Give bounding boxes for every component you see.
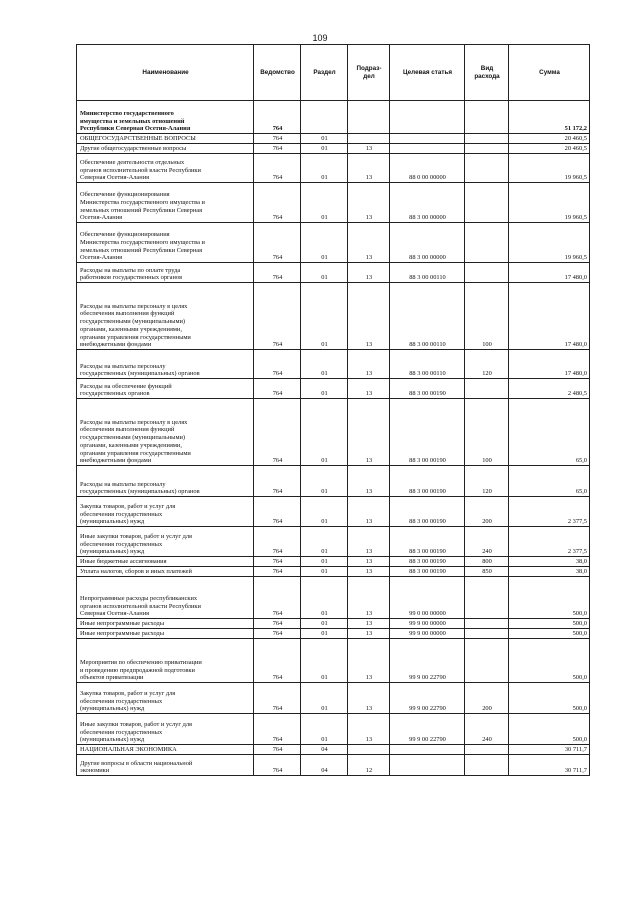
cell-exp-type (465, 144, 509, 154)
page-number: 109 (312, 33, 328, 43)
cell-target: 88 3 00 00190 (390, 399, 465, 466)
cell-subsection: 13 (348, 497, 390, 527)
header-amount: Сумма (509, 45, 590, 101)
cell-name: Обеспечение деятельности отдельных органов исполнительной власти Республики Северная Осетия-Алания (77, 154, 254, 183)
cell-section: 04 (301, 755, 348, 776)
cell-subsection: 13 (348, 223, 390, 263)
header-section: Раздел (301, 45, 348, 101)
cell-target: 88 3 00 00190 (390, 567, 465, 577)
cell-section: 01 (301, 263, 348, 283)
cell-amount: 38,0 (509, 567, 590, 577)
cell-section: 01 (301, 283, 348, 350)
cell-section: 01 (301, 350, 348, 379)
table-row (77, 557, 590, 567)
cell-subsection: 13 (348, 283, 390, 350)
cell-target: 88 0 00 00000 (390, 154, 465, 183)
cell-subsection: 13 (348, 144, 390, 154)
cell-subsection (348, 134, 390, 144)
cell-amount: 500,0 (509, 629, 590, 639)
cell-name: Закупка товаров, работ и услуг для обеспечения государственных (муниципальных) нужд (77, 683, 254, 714)
cell-section: 01 (301, 379, 348, 399)
cell-exp-type (465, 154, 509, 183)
cell-subsection: 13 (348, 557, 390, 567)
cell-section: 01 (301, 557, 348, 567)
cell-subsection: 13 (348, 639, 390, 683)
cell-dept: 764 (254, 399, 301, 466)
cell-section: 01 (301, 639, 348, 683)
table-header-row (77, 45, 590, 101)
cell-name: Расходы на выплаты персоналу в целях обеспечения выполнения функций государственными (муниципальными) органами, казенными учреждениями, органами управления государственными внебюджетными фондами (77, 283, 254, 350)
table-row (77, 283, 590, 350)
cell-name: Расходы на выплаты по оплате труда работников государственных органов (77, 263, 254, 283)
table-row (77, 755, 590, 776)
cell-amount: 19 960,5 (509, 154, 590, 183)
table-row (77, 683, 590, 714)
cell-section (301, 101, 348, 134)
cell-name: Расходы на выплаты персоналу государственных (муниципальных) органов (77, 466, 254, 497)
cell-dept: 764 (254, 745, 301, 755)
cell-dept: 764 (254, 466, 301, 497)
cell-target: 99 9 00 22790 (390, 683, 465, 714)
cell-name: Расходы на выплаты персоналу государственных (муниципальных) органов (77, 350, 254, 379)
cell-exp-type: 850 (465, 567, 509, 577)
cell-exp-type (465, 263, 509, 283)
cell-amount: 65,0 (509, 399, 590, 466)
cell-target: 88 3 00 00190 (390, 497, 465, 527)
cell-target (390, 101, 465, 134)
table-row (77, 745, 590, 755)
cell-dept: 764 (254, 629, 301, 639)
cell-subsection: 13 (348, 629, 390, 639)
cell-amount: 19 960,5 (509, 223, 590, 263)
cell-name: Уплата налогов, сборов и иных платежей (77, 567, 254, 577)
table-row (77, 497, 590, 527)
cell-dept: 764 (254, 527, 301, 557)
cell-target: 99 0 00 00000 (390, 577, 465, 619)
cell-name: Другие вопросы в области национальной экономики (77, 755, 254, 776)
table-row (77, 619, 590, 629)
cell-section: 01 (301, 629, 348, 639)
cell-target: 88 3 00 00190 (390, 466, 465, 497)
cell-amount: 19 960,5 (509, 183, 590, 223)
cell-section: 01 (301, 683, 348, 714)
cell-exp-type: 120 (465, 350, 509, 379)
cell-name: НАЦИОНАЛЬНАЯ ЭКОНОМИКА (77, 745, 254, 755)
cell-exp-type (465, 223, 509, 263)
cell-subsection: 13 (348, 527, 390, 557)
cell-section: 01 (301, 577, 348, 619)
cell-amount: 51 172,2 (509, 101, 590, 134)
cell-subsection (348, 745, 390, 755)
cell-dept: 764 (254, 639, 301, 683)
header-exp-type: Вид расхода (465, 45, 509, 101)
cell-dept: 764 (254, 183, 301, 223)
table-row (77, 577, 590, 619)
cell-subsection: 13 (348, 567, 390, 577)
cell-dept: 764 (254, 619, 301, 629)
cell-exp-type (465, 101, 509, 134)
table-row (77, 527, 590, 557)
cell-dept: 764 (254, 683, 301, 714)
cell-subsection: 13 (348, 154, 390, 183)
cell-dept: 764 (254, 283, 301, 350)
cell-subsection: 13 (348, 466, 390, 497)
cell-dept: 764 (254, 755, 301, 776)
cell-subsection: 13 (348, 714, 390, 745)
table-row (77, 154, 590, 183)
cell-subsection: 13 (348, 577, 390, 619)
cell-amount: 500,0 (509, 714, 590, 745)
header-target: Целевая статья (390, 45, 465, 101)
table-row (77, 223, 590, 263)
table-row (77, 263, 590, 283)
cell-target: 88 3 00 00190 (390, 557, 465, 567)
cell-section: 01 (301, 567, 348, 577)
cell-subsection: 13 (348, 399, 390, 466)
cell-exp-type: 100 (465, 283, 509, 350)
table-row (77, 567, 590, 577)
cell-amount: 2 377,5 (509, 527, 590, 557)
table-row (77, 466, 590, 497)
table-row (77, 183, 590, 223)
cell-name: Иные непрограммные расходы (77, 619, 254, 629)
cell-amount: 17 480,0 (509, 283, 590, 350)
cell-amount: 65,0 (509, 466, 590, 497)
cell-dept: 764 (254, 497, 301, 527)
table-row (77, 379, 590, 399)
cell-exp-type: 240 (465, 527, 509, 557)
cell-amount: 30 711,7 (509, 755, 590, 776)
cell-name: Закупка товаров, работ и услуг для обеспечения государственных (муниципальных) нужд (77, 497, 254, 527)
cell-dept: 764 (254, 714, 301, 745)
cell-amount: 30 711,7 (509, 745, 590, 755)
header-subsection: Подраз- дел (348, 45, 390, 101)
cell-dept: 764 (254, 144, 301, 154)
cell-amount: 17 480,0 (509, 350, 590, 379)
cell-dept: 764 (254, 567, 301, 577)
cell-exp-type (465, 379, 509, 399)
cell-amount: 20 460,5 (509, 134, 590, 144)
cell-subsection (348, 101, 390, 134)
cell-name: Иные бюджетные ассигнования (77, 557, 254, 567)
cell-dept: 764 (254, 263, 301, 283)
cell-subsection: 13 (348, 350, 390, 379)
cell-dept: 764 (254, 379, 301, 399)
cell-amount: 20 460,5 (509, 144, 590, 154)
cell-exp-type (465, 629, 509, 639)
cell-section: 04 (301, 745, 348, 755)
cell-target (390, 745, 465, 755)
table-body (77, 101, 590, 776)
cell-name: Обеспечение функционирования Министерства государственного имущества и земельных отношений Республики Северная Осетия-Алания (77, 183, 254, 223)
cell-subsection: 13 (348, 263, 390, 283)
cell-target: 88 3 00 00110 (390, 283, 465, 350)
cell-exp-type (465, 183, 509, 223)
cell-exp-type (465, 755, 509, 776)
cell-dept: 764 (254, 577, 301, 619)
cell-exp-type: 800 (465, 557, 509, 567)
cell-subsection: 12 (348, 755, 390, 776)
table-row (77, 714, 590, 745)
cell-target (390, 755, 465, 776)
budget-table (76, 44, 590, 776)
table-row (77, 639, 590, 683)
cell-exp-type: 240 (465, 714, 509, 745)
cell-section: 01 (301, 154, 348, 183)
cell-name: Министерство государственного имущества и земельных отношений Республики Северная Осетия-Алания (77, 101, 254, 134)
cell-subsection: 13 (348, 183, 390, 223)
cell-amount: 2 480,5 (509, 379, 590, 399)
cell-target: 88 3 00 00190 (390, 527, 465, 557)
cell-section: 01 (301, 714, 348, 745)
cell-name: Иные непрограммные расходы (77, 629, 254, 639)
cell-target: 99 9 00 22790 (390, 714, 465, 745)
cell-amount: 500,0 (509, 619, 590, 629)
cell-section: 01 (301, 134, 348, 144)
cell-exp-type (465, 134, 509, 144)
table-row (77, 101, 590, 134)
cell-exp-type (465, 577, 509, 619)
cell-name: Иные закупки товаров, работ и услуг для обеспечения государственных (муниципальных) нужд (77, 714, 254, 745)
cell-amount: 38,0 (509, 557, 590, 567)
cell-name: Обеспечение функционирования Министерства государственного имущества и земельных отношений Республики Северная Осетия-Алания (77, 223, 254, 263)
cell-subsection: 13 (348, 379, 390, 399)
cell-target: 99 9 00 00000 (390, 629, 465, 639)
cell-subsection: 13 (348, 619, 390, 629)
cell-dept: 764 (254, 350, 301, 379)
cell-target: 88 3 00 00110 (390, 263, 465, 283)
cell-exp-type (465, 619, 509, 629)
cell-name: ОБЩЕГОСУДАРСТВЕННЫЕ ВОПРОСЫ (77, 134, 254, 144)
cell-target (390, 134, 465, 144)
cell-target (390, 144, 465, 154)
cell-amount: 500,0 (509, 577, 590, 619)
cell-exp-type: 120 (465, 466, 509, 497)
cell-exp-type: 200 (465, 683, 509, 714)
header-name: Наименование (77, 45, 254, 101)
cell-section: 01 (301, 619, 348, 629)
cell-section: 01 (301, 183, 348, 223)
cell-section: 01 (301, 144, 348, 154)
cell-dept: 764 (254, 154, 301, 183)
cell-name: Непрограммные расходы республиканских органов исполнительной власти Республики Северная Осетия-Алания (77, 577, 254, 619)
cell-name: Другие общегосударственные вопросы (77, 144, 254, 154)
cell-section: 01 (301, 466, 348, 497)
cell-target: 88 3 00 00000 (390, 183, 465, 223)
cell-target: 99 9 00 22790 (390, 639, 465, 683)
cell-exp-type (465, 745, 509, 755)
table-row (77, 144, 590, 154)
cell-exp-type: 100 (465, 399, 509, 466)
cell-section: 01 (301, 527, 348, 557)
cell-exp-type: 200 (465, 497, 509, 527)
cell-dept: 764 (254, 134, 301, 144)
cell-name: Иные закупки товаров, работ и услуг для обеспечения государственных (муниципальных) нужд (77, 527, 254, 557)
cell-name: Мероприятия по обеспечению приватизации и проведению предпродажной подготовки объектов приватизации (77, 639, 254, 683)
cell-amount: 500,0 (509, 683, 590, 714)
table-row (77, 399, 590, 466)
cell-section: 01 (301, 223, 348, 263)
cell-target: 88 3 00 00190 (390, 379, 465, 399)
cell-amount: 500,0 (509, 639, 590, 683)
table-row (77, 629, 590, 639)
cell-section: 01 (301, 497, 348, 527)
cell-section: 01 (301, 399, 348, 466)
cell-target: 99 9 00 00000 (390, 619, 465, 629)
cell-dept: 764 (254, 557, 301, 567)
cell-target: 88 3 00 00000 (390, 223, 465, 263)
cell-amount: 17 480,0 (509, 263, 590, 283)
cell-target: 88 3 00 00110 (390, 350, 465, 379)
cell-dept: 764 (254, 101, 301, 134)
cell-exp-type (465, 639, 509, 683)
table-row (77, 134, 590, 144)
cell-dept: 764 (254, 223, 301, 263)
cell-name: Расходы на выплаты персоналу в целях обеспечения выполнения функций государственными (муниципальными) органами, казенными учреждениями, органами управления государственными внебюджетными фондами (77, 399, 254, 466)
table-row (77, 350, 590, 379)
cell-amount: 2 377,5 (509, 497, 590, 527)
cell-subsection: 13 (348, 683, 390, 714)
header-dept: Ведомство (254, 45, 301, 101)
cell-name: Расходы на обеспечение функций государственных органов (77, 379, 254, 399)
